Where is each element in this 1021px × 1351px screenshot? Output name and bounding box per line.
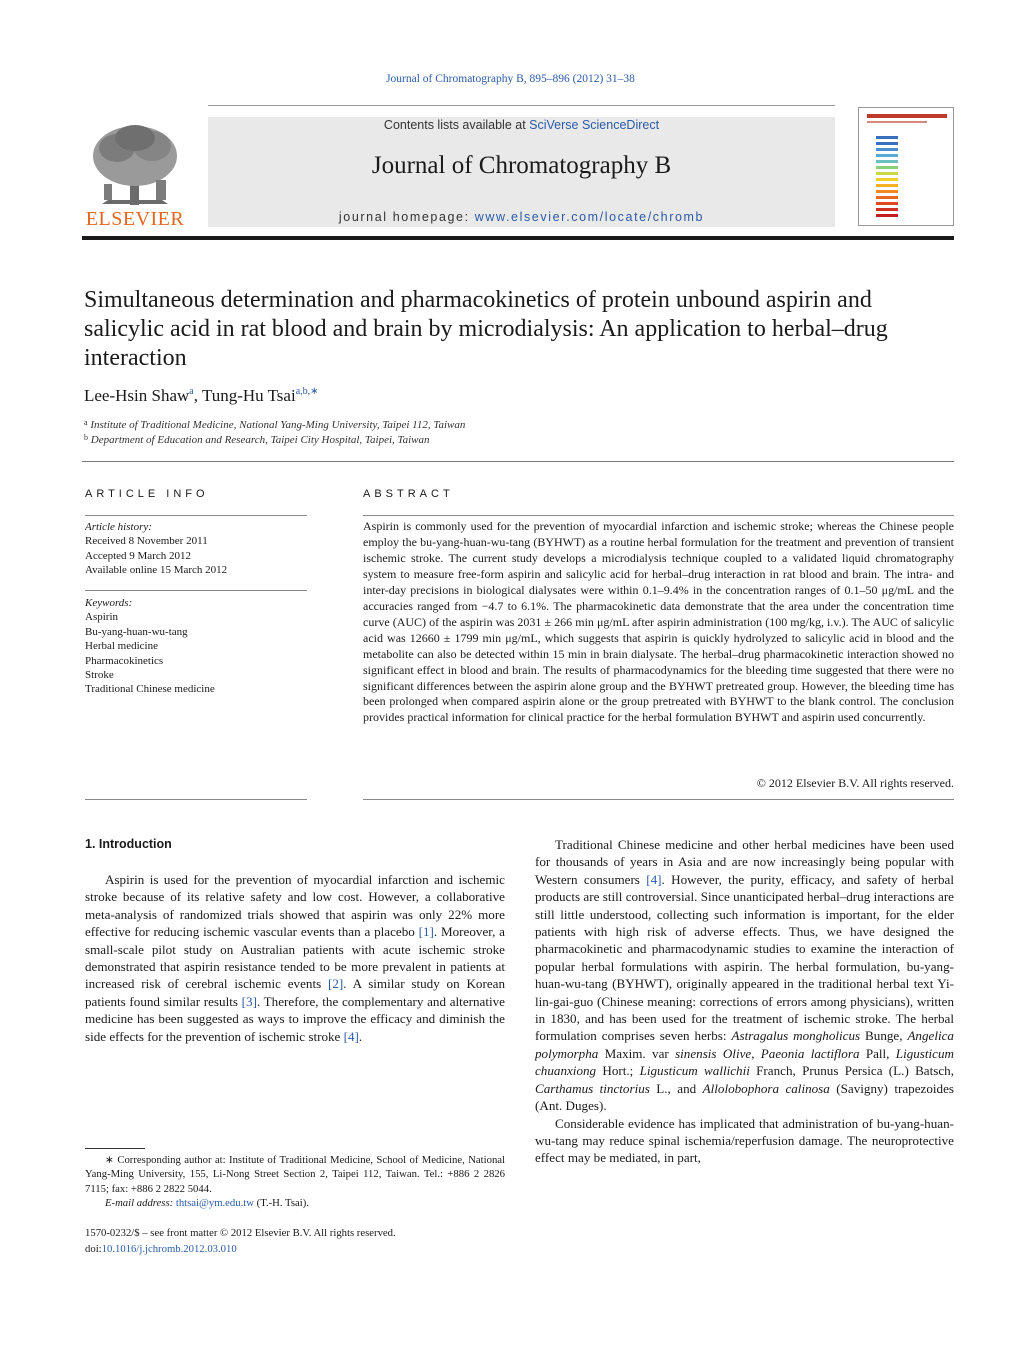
front-matter <box>85 1226 505 1257</box>
intro-text: . A similar study on Korean patients found similar results <box>85 976 505 1009</box>
cover-stripe <box>876 214 898 217</box>
cover-stripe <box>876 178 898 181</box>
herb-name: Ligusticum wallichii <box>639 1063 750 1079</box>
citation-link[interactable]: [2] <box>328 976 344 992</box>
intro-text: . Moreover, a small-scale pilot study on Australian patients with acute ischemic stroke demonstrated that aspirin resistance tended to be more prevalent in patients at increased risk of cerebral ischemic events <box>85 924 505 992</box>
keyword: Bu-yang-huan-wu-tang <box>85 625 188 638</box>
cover-stripe <box>876 166 898 169</box>
corresponding-author: ∗ Corresponding author at: Institute of Traditional Medicine, School of Medicine, National Yang-Ming University, 155, Li-Nong Street Section 2, Taipei 112, Taiwan. Tel.: +886 2 2826 7115; fax: +886 2 2822 5044. <box>85 1154 505 1195</box>
header-rule <box>82 236 954 240</box>
author-name[interactable]: Lee-Hsin Shaw <box>84 386 190 405</box>
intro-paragraph <box>535 836 954 1115</box>
intro-text: Pall, <box>859 1045 896 1061</box>
abstract-bottom-rule <box>363 799 954 800</box>
cover-stripe <box>876 142 898 145</box>
article-info-heading: ARTICLE INFO <box>85 488 209 500</box>
affiliation-a <box>84 418 465 431</box>
herb-name: Carthamus tinctorius <box>535 1080 650 1096</box>
doi-prefix: doi: <box>85 1242 102 1255</box>
herb-name: Astragalus mongholicus <box>731 1028 861 1044</box>
intro-text: Franch, Prunus Persica (L.) Batsch, <box>749 1063 954 1079</box>
abstract-text: Aspirin is commonly used for the prevention of myocardial infarction and ischemic stroke; whereas the Chinese people employ the bu-yang-huan-wu-tang (BYHWT) as a routine herbal formulation for the treatment and prevention of transient ischemic stroke. The current study develops a microdialysis technique coupled to a validated liquid chromatography system to measure free-form aspirin and salicylic acid for herbal–drug interaction in rat blood and brain. The intra- and inter-day precisions in biological dialysates were within 0.1–9.4% in the concentration ranges of 0.1–50 μg/mL and the accuracies ranged from −4.7 to 6.1%. The pharmacokinetic data demonstrate that the area under the concentration time curve (AUC) of the aspirin was 2031 ± 266 min μg/mL after aspirin administration (100 mg/kg, i.v.). The AUC of salicylic acid was 12660 ± 1799 min μg/mL, which suggests that aspirin is quickly hydrolyzed to salicylic acid in blood and the metabolite can also be detected within 15 min in brain dialysate. The herbal–drug pharmacokinetic interaction showed no significant effect in blood and brain. The results of pharmacodynamics for the bleeding time suggested that there were no significant differences between the aspirin alone group and the BYHWT pretreated group. However, the bleeding time has been prolonged when compared aspirin alone or the group pretreated with BYHWT to the blank control. The conclusion provides practical information for clinical practice for the herbal formulation BYHWT and aspirin used concurrently. <box>363 519 954 725</box>
intro-paragraph: Considerable evidence has implicated that administration of bu-yang-huan-wu-tang may reduce spinal ischemia/reperfusion damage. The neuroprotective effect may be mediated, in part, <box>535 1115 954 1166</box>
citation-link[interactable]: [4] <box>343 1028 359 1044</box>
author-name[interactable]: Tung-Hu Tsai <box>201 386 296 405</box>
affiliation-text: Institute of Traditional Medicine, National Yang-Ming University, Taipei 112, Taiwan <box>90 419 466 431</box>
affiliation-marker[interactable]: a <box>189 386 194 397</box>
cover-stripe <box>876 148 898 151</box>
cover-stripe <box>876 208 898 211</box>
abstract-rule <box>363 515 954 516</box>
cover-stripe <box>876 136 898 139</box>
intro-text: (Savigny) trapezoides (Ant. Duges). <box>535 1080 954 1114</box>
keywords-rule <box>85 590 307 591</box>
affiliation-b <box>84 433 430 446</box>
history-accepted: Accepted 9 March 2012 <box>85 549 191 562</box>
cover-subtitle-bar <box>867 121 927 123</box>
intro-text: Maxim. var <box>598 1045 676 1061</box>
intro-text: . <box>358 1028 363 1044</box>
author-list <box>84 386 319 406</box>
section-divider <box>82 461 954 462</box>
intro-text: Hort.; <box>596 1063 640 1079</box>
citation-link[interactable]: [3] <box>241 993 257 1009</box>
contents-prefix: Contents lists available at <box>383 118 530 132</box>
homepage-link[interactable]: www.elsevier.com/locate/chromb <box>474 210 705 224</box>
article-info-rule <box>85 515 307 516</box>
elsevier-wordmark: ELSEVIER <box>85 208 185 230</box>
keyword: Aspirin <box>85 611 118 624</box>
email-suffix: (T.-H. Tsai). <box>253 1197 309 1210</box>
citation-link[interactable]: [1] <box>418 924 434 940</box>
journal-homepage <box>208 210 835 224</box>
introduction-heading: 1. Introduction <box>85 837 172 851</box>
intro-left-column <box>85 871 505 1045</box>
cover-stripe <box>876 172 898 175</box>
author-separator: , <box>193 386 202 405</box>
history-online: Available online 15 March 2012 <box>85 564 228 577</box>
keyword: Pharmacokinetics <box>85 654 164 667</box>
affiliation-mark: b <box>84 433 88 442</box>
journal-name: Journal of Chromatography B <box>371 152 672 179</box>
keyword: Traditional Chinese medicine <box>85 683 215 696</box>
keyword: Stroke <box>85 669 114 682</box>
intro-text: Traditional Chinese medicine and other herbal medicines have been used for thousands of years in Asia and are now increasingly being popular with Western consumers <box>535 837 954 887</box>
footnote-rule <box>85 1148 145 1149</box>
affiliation-mark: a <box>84 418 88 427</box>
journal-cover-thumbnail[interactable] <box>858 107 954 226</box>
cover-stripe <box>876 184 898 187</box>
history-label: Article history: <box>85 521 152 533</box>
herb-name: sinensis Olive <box>675 1045 752 1061</box>
cover-stripe <box>876 154 898 157</box>
email-link[interactable]: thtsai@ym.edu.tw <box>175 1197 254 1210</box>
sciencedirect-link[interactable]: SciVerse ScienceDirect <box>529 118 660 132</box>
article-info-bottom-rule <box>85 799 307 800</box>
herb-name: Angelica polymorpha <box>535 1028 954 1061</box>
cover-stripe <box>876 196 898 199</box>
intro-text: Bunge, <box>860 1028 908 1044</box>
abstract-copyright: © 2012 Elsevier B.V. All rights reserved. <box>756 776 954 790</box>
doi-link[interactable]: 10.1016/j.jchromb.2012.03.010 <box>101 1242 237 1255</box>
affiliation-text: Department of Education and Research, Taipei City Hospital, Taipei, Taiwan <box>90 434 430 446</box>
intro-text: . Therefore, the complementary and alternative medicine has been suggested as ways to improve the efficacy and diminish the side effects for the prevention of ischemic stroke <box>85 993 505 1044</box>
corresponding-footnote <box>85 1153 505 1211</box>
affiliation-marker[interactable]: a,b,∗ <box>295 386 319 397</box>
intro-right-column <box>535 836 954 1167</box>
homepage-prefix: journal homepage: <box>338 210 475 224</box>
cover-stripe <box>876 190 898 193</box>
issn-line: 1570-0232/$ – see front matter © 2012 Elsevier B.V. All rights reserved. <box>85 1227 396 1239</box>
abstract-heading: ABSTRACT <box>363 488 454 500</box>
header-divider <box>208 105 835 106</box>
cover-title-bar <box>867 114 947 118</box>
intro-text: . However, the purity, efficacy, and safety of herbal products are still controversial. Since unanticipated herbal–drug interactions are still little understood, collecting such information is important, for the elder patients with high risk of adverse effects. Thus, we have designed the pharmacokinetic and pharmacodynamic studies to examine the interaction of popular herbal formulations with aspirin. The herbal formulation, bu-yang-huan-wu-tang (BYHWT), originally appeared in the traditional herbal text Yi-lin-gai-guo (Chinese meaning: corrections of errors among physicians), written in 1830, and has been used for the treatment of ischemic stroke. The herbal formulation comprises seven herbs: <box>535 871 954 1044</box>
intro-text: , <box>751 1045 761 1061</box>
article-history <box>85 520 307 578</box>
keywords-block <box>85 596 307 697</box>
citation-link[interactable]: [4] <box>646 871 662 887</box>
keywords-label: Keywords: <box>85 597 133 609</box>
intro-text: Aspirin is used for the prevention of myocardial infarction and ischemic stroke because of its relative safety and low cost. However, a collaborative meta-analysis of randomized trials showed that aspirin was only 22% more effective for reducing ischemic vascular events than a placebo <box>85 872 505 940</box>
email-label: E-mail address: <box>105 1197 174 1210</box>
herb-name: Paeonia lactiflora <box>760 1045 860 1061</box>
journal-citation[interactable]: Journal of Chromatography B, 895–896 (2012) 31–38 <box>386 73 635 85</box>
article-title: Simultaneous determination and pharmacokinetics of protein unbound aspirin and salicylic acid in rat blood and brain by microdialysis: An application to herbal–drug interaction <box>84 287 888 371</box>
herb-name: Allolobophora calinosa <box>702 1080 830 1096</box>
history-received: Received 8 November 2011 <box>85 535 208 548</box>
contents-line <box>208 118 835 132</box>
herb-name: Ligusticum chuanxiong <box>535 1045 954 1079</box>
intro-text: L., and <box>649 1080 703 1096</box>
cover-stripe <box>876 202 898 205</box>
keyword: Herbal medicine <box>85 640 158 653</box>
cover-stripe <box>876 160 898 163</box>
intro-paragraph <box>85 871 505 1045</box>
